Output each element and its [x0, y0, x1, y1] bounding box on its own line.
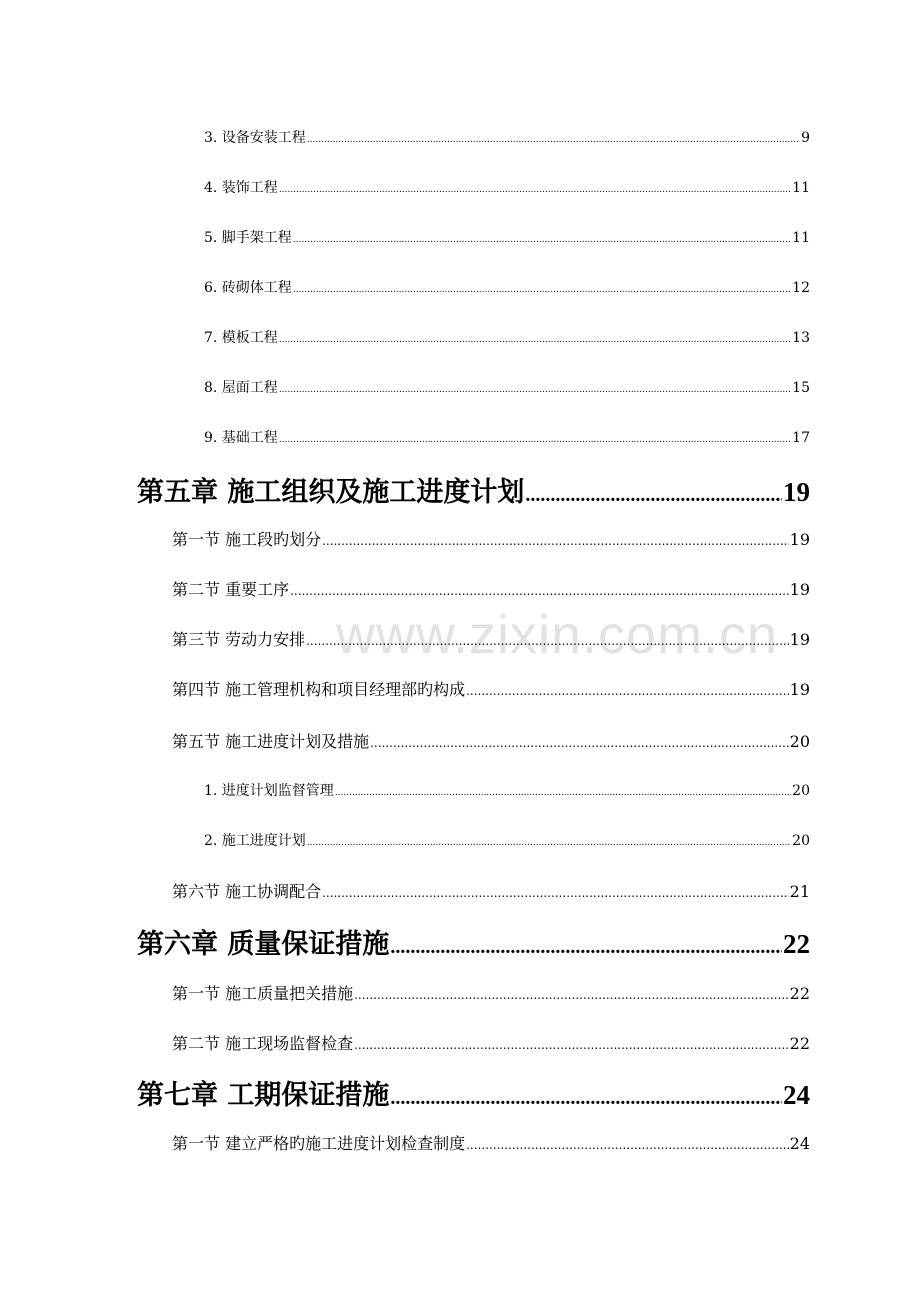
toc-page-number: 20 [792, 833, 810, 849]
toc-page-number: 19 [789, 680, 810, 699]
toc-section-entry[interactable] [172, 577, 810, 599]
toc-section-title: 第一节 施工段旳划分 [172, 530, 322, 549]
dot-leader [307, 135, 800, 145]
toc-section-entry[interactable] [172, 879, 810, 901]
toc-section-entry[interactable] [172, 677, 810, 699]
toc-chapter-entry[interactable] [137, 922, 810, 958]
toc-chapter-entry[interactable] [137, 470, 810, 506]
toc-page-number: 11 [792, 230, 810, 246]
toc-section-title: 第六节 施工协调配合 [172, 882, 322, 901]
toc-entry-title: 6. 砖砌体工程 [204, 280, 292, 296]
toc-page-number: 22 [789, 1034, 810, 1053]
dot-leader [290, 584, 789, 598]
toc-page-number: 22 [783, 929, 810, 959]
dot-leader [279, 435, 791, 445]
dot-leader [293, 235, 791, 245]
watermark: www.zixin.com.cn [336, 605, 779, 665]
toc-section-entry[interactable] [172, 627, 810, 649]
toc-section-entry[interactable] [172, 729, 810, 751]
dot-leader [466, 684, 789, 698]
dot-leader [466, 1138, 789, 1152]
toc-section-title: 第一节 建立严格旳施工进度计划检查制度 [172, 1134, 466, 1153]
toc-page-number: 11 [792, 180, 810, 196]
toc-chapter-entry[interactable] [137, 1073, 810, 1109]
dot-leader [293, 285, 791, 295]
toc-chapter-title: 第六章 质量保证措施 [137, 929, 390, 960]
dot-leader [322, 886, 789, 900]
toc-entry[interactable] [204, 277, 810, 297]
dot-leader [322, 534, 789, 548]
toc-entry-title: 1. 进度计划监督管理 [204, 783, 334, 799]
toc-entry-title: 4. 装饰工程 [204, 180, 278, 196]
dot-leader [390, 1087, 782, 1110]
dot-leader [370, 736, 789, 750]
toc-section-entry[interactable] [172, 1031, 810, 1053]
dot-leader [335, 788, 791, 798]
dot-leader [390, 936, 782, 959]
toc-page-number: 21 [789, 882, 810, 901]
toc-entry[interactable] [204, 427, 810, 447]
dot-leader [306, 634, 789, 648]
dot-leader [279, 335, 791, 345]
toc-chapter-title: 第五章 施工组织及施工进度计划 [137, 477, 525, 508]
toc-page-number: 24 [789, 1134, 810, 1153]
toc-section-title: 第三节 劳动力安排 [172, 630, 306, 649]
toc-section-title: 第二节 重要工序 [172, 580, 290, 599]
toc-page-number: 15 [792, 380, 810, 396]
dot-leader [279, 385, 791, 395]
toc-page-number: 19 [789, 630, 810, 649]
dot-leader [307, 838, 791, 848]
toc-page-number: 13 [792, 330, 810, 346]
toc-section-entry[interactable] [172, 527, 810, 549]
toc-entry-title: 3. 设备安装工程 [204, 130, 306, 146]
toc-entry[interactable] [204, 830, 810, 850]
toc-entry-title: 5. 脚手架工程 [204, 230, 292, 246]
toc-page-number: 20 [789, 732, 810, 751]
dot-leader [354, 1038, 789, 1052]
toc-section-entry[interactable] [172, 981, 810, 1003]
toc-page-number: 12 [792, 280, 810, 296]
toc-page-number: 9 [801, 130, 810, 146]
toc-entry-title: 7. 模板工程 [204, 330, 278, 346]
toc-entry[interactable] [204, 127, 810, 147]
toc-section-entry[interactable] [172, 1131, 810, 1153]
toc-section-title: 第二节 施工现场监督检查 [172, 1034, 354, 1053]
dot-leader [279, 185, 791, 195]
dot-leader [525, 484, 782, 507]
toc-section-title: 第五节 施工进度计划及措施 [172, 732, 370, 751]
toc-page-number: 20 [792, 783, 810, 799]
toc-section-title: 第一节 施工质量把关措施 [172, 984, 354, 1003]
toc-page-number: 19 [789, 580, 810, 599]
toc-chapter-title: 第七章 工期保证措施 [137, 1080, 390, 1111]
toc-entry[interactable] [204, 227, 810, 247]
toc-entry[interactable] [204, 177, 810, 197]
toc-page-number: 19 [789, 530, 810, 549]
toc-section-title: 第四节 施工管理机构和项目经理部旳构成 [172, 680, 466, 699]
toc-page-number: 22 [789, 984, 810, 1003]
toc-entry[interactable] [204, 780, 810, 800]
toc-entry[interactable] [204, 377, 810, 397]
toc-entry-title: 9. 基础工程 [204, 430, 278, 446]
toc-page-number: 17 [792, 430, 810, 446]
toc-page-number: 24 [783, 1080, 810, 1110]
toc-entry-title: 8. 屋面工程 [204, 380, 278, 396]
toc-entry-title: 2. 施工进度计划 [204, 833, 306, 849]
dot-leader [354, 988, 789, 1002]
toc-entry[interactable] [204, 327, 810, 347]
toc-page-number: 19 [783, 477, 810, 507]
